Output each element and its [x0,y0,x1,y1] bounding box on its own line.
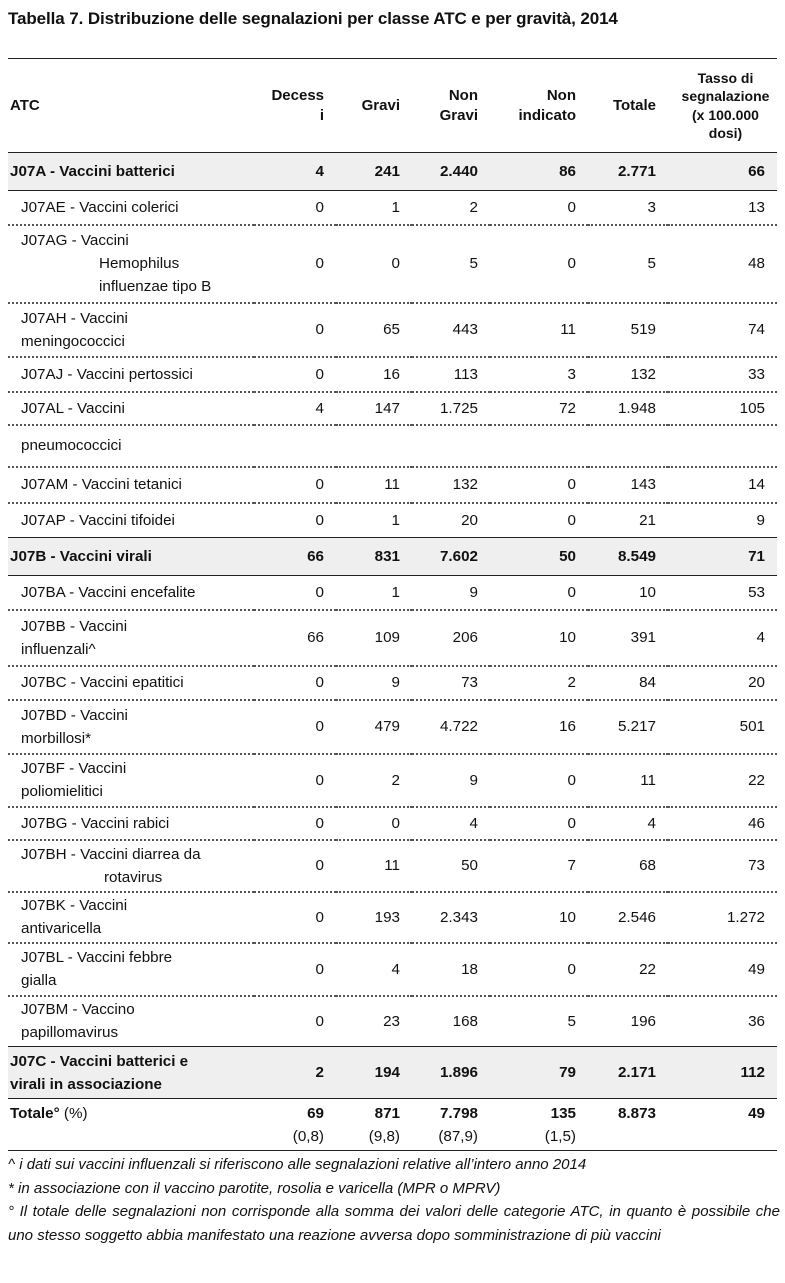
footnote-association: * in associazione con il vaccino parotite, rosolia e varicella (MPR o MPRV) [8,1179,501,1197]
table-row-group [8,1047,777,1099]
cell-non-gravi: 18 [412,943,490,996]
cell-gravi: 11 [336,840,412,892]
cell-totale: 1.948 [588,392,668,425]
cell-decessi: 0 [254,666,336,700]
cell-decessi: 0 [315,511,324,529]
cell-atc: J07BK - Vaccini antivaricella [8,892,254,943]
cell-decessi: 0 [254,303,336,357]
footnotes [8,1153,780,1247]
cell-non-gravi: 1.725 [412,392,490,425]
cell-total-non-gravi: 7.798 (87,9) [412,1099,490,1151]
cell-non-indicato: 10 [490,610,588,666]
cell-totale: 10 [588,576,668,610]
table-row [8,700,777,754]
cell-gravi: 23 [383,1012,400,1030]
cell-decessi: 0 [254,467,336,503]
cell-tasso: 112 [668,1047,777,1099]
cell-atc: J07AM - Vaccini tetanici [8,467,254,503]
cell-non-gravi: 4 [412,807,490,840]
table-row [8,807,777,840]
cell-empty [254,425,336,467]
cell-atc: J07BL - Vaccini febbre gialla [8,943,254,996]
cell-non-gravi: 206 [412,610,490,666]
cell-atc: J07BF - Vaccini poliomielitici [8,754,254,807]
cell-non-gravi: 9 [412,754,490,807]
cell-decessi: 0 [254,807,336,840]
cell-non-gravi: 20 [461,511,478,529]
cell-atc: J07BB - Vaccini influenzali^ [8,610,254,666]
cell-tasso: 1.272 [668,892,777,943]
cell-total-gravi: 871 (9,8) [336,1099,412,1151]
header-non-gravi: Non Gravi [412,59,490,153]
cell-totale: 2.771 [588,153,668,191]
cell-non-gravi: 4.722 [412,700,490,754]
cell-totale: 8.549 [588,538,668,576]
cell-totale: 84 [588,666,668,700]
cell-tasso: 48 [668,225,777,303]
table-row-group [8,538,777,576]
cell-gravi: 65 [336,303,412,357]
cell-total-tasso: 49 [668,1099,777,1151]
cell-decessi: 0 [254,943,336,996]
cell-gravi: 109 [336,610,412,666]
header-non-indicato: Non indicato [490,59,588,153]
cell-tasso: 20 [668,666,777,700]
cell-decessi: 66 [254,610,336,666]
cell-decessi: 0 [254,225,336,303]
cell-gravi: 194 [336,1047,412,1099]
cell-non-indicato: 0 [490,754,588,807]
table-row [8,467,777,503]
cell-totale: 143 [588,467,668,503]
cell-gravi: 0 [336,807,412,840]
cell-gravi: 1 [391,511,400,529]
table-row-total [8,1099,777,1151]
cell-non-indicato: 5 [567,1012,576,1030]
cell-decessi: 0 [254,357,336,392]
cell-gravi: 2 [336,754,412,807]
cell-empty [588,425,668,467]
cell-non-indicato: 11 [490,303,588,357]
cell-atc: J07AL - Vaccini [8,392,254,425]
cell-atc: J07AP - Vaccini tifoidei [21,511,175,529]
cell-tasso: 4 [668,610,777,666]
cell-non-gravi: 2.440 [412,153,490,191]
cell-decessi: 66 [254,538,336,576]
cell-non-indicato: 16 [490,700,588,754]
table-row [8,754,777,807]
cell-totale: 2.171 [588,1047,668,1099]
table-row [8,610,777,666]
cell-totale: 2.546 [588,892,668,943]
cell-atc-continued: pneumococcici [8,425,254,467]
cell-totale: 11 [588,754,668,807]
cell-non-indicato: 0 [490,943,588,996]
table-caption: Tabella 7. Distribuzione delle segnalazioni per classe ATC e per gravità, 2014 [8,9,618,28]
cell-tasso: 36 [748,1012,765,1030]
cell-totale: 5.217 [588,700,668,754]
cell-empty [668,425,777,467]
cell-non-indicato: 72 [490,392,588,425]
cell-decessi: 0 [315,1012,324,1030]
cell-non-gravi: 113 [412,357,490,392]
cell-tasso: 71 [668,538,777,576]
cell-non-indicato: 86 [490,153,588,191]
cell-total-decessi: 69 (0,8) [254,1099,336,1151]
header-decessi: Decess i [254,59,336,153]
cell-totale: 4 [588,807,668,840]
cell-tasso: 49 [668,943,777,996]
cell-non-indicato: 0 [490,807,588,840]
cell-decessi: 2 [254,1047,336,1099]
footnote-total: ° Il totale delle segnalazioni non corrisponde alla somma dei valori delle categorie ATC, in quanto è possibile che uno stesso soggetto abbia manifestato una reazione avversa dopo somministrazione di più vaccini [8,1203,780,1244]
cell-decessi: 0 [254,700,336,754]
cell-atc: J07AG - Vaccini Hemophilus influenzae tipo B [8,225,254,303]
cell-tasso: 501 [668,700,777,754]
cell-tasso: 22 [668,754,777,807]
cell-non-indicato: 0 [490,576,588,610]
cell-tasso: 13 [668,191,777,225]
table-row [8,576,777,610]
cell-atc: J07BG - Vaccini rabici [8,807,254,840]
cell-tasso: 9 [756,511,765,529]
cell-atc: J07C - Vaccini batterici e virali in associazione [8,1047,254,1099]
header-totale: Totale [588,59,668,153]
cell-gravi: 147 [336,392,412,425]
cell-atc: J07A - Vaccini batterici [8,153,254,191]
cell-totale: 3 [588,191,668,225]
atc-distribution-table [8,58,777,1151]
cell-totale: 196 [630,1012,656,1030]
cell-totale: 5 [588,225,668,303]
cell-empty [490,425,588,467]
cell-non-indicato: 79 [490,1047,588,1099]
cell-non-indicato: 0 [490,225,588,303]
cell-non-gravi: 5 [412,225,490,303]
cell-decessi: 0 [254,191,336,225]
table-row [8,303,777,357]
cell-non-gravi: 50 [412,840,490,892]
cell-non-gravi: 1.896 [412,1047,490,1099]
cell-totale: 519 [588,303,668,357]
header-atc: ATC [8,59,254,153]
cell-decessi: 0 [254,754,336,807]
table-row [8,392,777,425]
cell-totale: 21 [639,511,656,529]
cell-non-gravi: 168 [452,1012,478,1030]
cell-non-indicato: 2 [490,666,588,700]
cell-gravi: 831 [336,538,412,576]
cell-decessi: 4 [254,153,336,191]
cell-non-indicato: 0 [490,191,588,225]
cell-gravi: 4 [336,943,412,996]
cell-atc: J07BA - Vaccini encefalite [8,576,254,610]
cell-atc: J07AE - Vaccini colerici [8,191,254,225]
header-tasso: Tasso di segnalazione (x 100.000 dosi) [668,59,777,153]
cell-tasso: 33 [668,357,777,392]
cell-non-gravi: 443 [412,303,490,357]
cell-atc: J07BC - Vaccini epatitici [8,666,254,700]
cell-gravi: 1 [336,576,412,610]
cell-totale: 22 [588,943,668,996]
cell-gravi: 11 [336,467,412,503]
table-row [8,191,777,225]
cell-tasso: 74 [668,303,777,357]
cell-atc: J07BH - Vaccini diarrea da rotavirus [8,840,254,892]
cell-tasso: 105 [668,392,777,425]
cell-non-indicato: 3 [490,357,588,392]
cell-non-gravi: 9 [412,576,490,610]
cell-tasso: 73 [668,840,777,892]
cell-non-indicato: 7 [490,840,588,892]
cell-gravi: 193 [336,892,412,943]
cell-atc: J07BD - Vaccini morbillosi* [8,700,254,754]
cell-non-gravi: 2 [412,191,490,225]
cell-tasso: 46 [668,807,777,840]
cell-tasso: 66 [668,153,777,191]
table-row [8,943,777,996]
cell-gravi: 241 [336,153,412,191]
cell-totale: 68 [588,840,668,892]
table-row [8,892,777,943]
cell-gravi: 479 [336,700,412,754]
cell-non-indicato: 50 [490,538,588,576]
cell-tasso: 53 [668,576,777,610]
cell-non-indicato: 0 [490,467,588,503]
cell-non-gravi: 7.602 [412,538,490,576]
cell-empty [336,425,412,467]
table-row [8,225,777,303]
cell-decessi: 0 [254,892,336,943]
header-gravi: Gravi [336,59,412,153]
table-row [8,357,777,392]
cell-gravi: 1 [336,191,412,225]
cell-non-gravi: 2.343 [412,892,490,943]
cell-gravi: 0 [336,225,412,303]
table-row-group [8,153,777,191]
table-row [8,996,777,1047]
cell-totale: 132 [588,357,668,392]
cell-non-indicato: 10 [490,892,588,943]
cell-decessi: 4 [254,392,336,425]
cell-total-label: Totale° (%) [8,1099,254,1151]
cell-decessi: 0 [254,840,336,892]
table-row [8,840,777,892]
table-row [8,666,777,700]
cell-atc: J07BM - Vaccino papillomavirus [21,1001,135,1042]
cell-total-non-indicato: 135 (1,5) [490,1099,588,1151]
cell-gravi: 9 [336,666,412,700]
cell-atc: J07AJ - Vaccini pertossici [8,357,254,392]
cell-atc: J07AH - Vaccini meningococcici [8,303,254,357]
cell-non-gravi: 73 [412,666,490,700]
cell-non-indicato: 0 [567,511,576,529]
table-row-continuation [8,425,777,467]
cell-tasso: 14 [668,467,777,503]
cell-atc: J07B - Vaccini virali [8,538,254,576]
table-row [8,503,777,538]
cell-gravi: 16 [336,357,412,392]
cell-decessi: 0 [254,576,336,610]
cell-empty [412,425,490,467]
footnote-influenza: ^ i dati sui vaccini influenzali si riferiscono alle segnalazioni relative all’intero anno 2014 [8,1156,587,1173]
cell-non-gravi: 132 [412,467,490,503]
cell-total-totale: 8.873 [588,1099,668,1151]
header-row [8,59,777,153]
cell-totale: 391 [588,610,668,666]
